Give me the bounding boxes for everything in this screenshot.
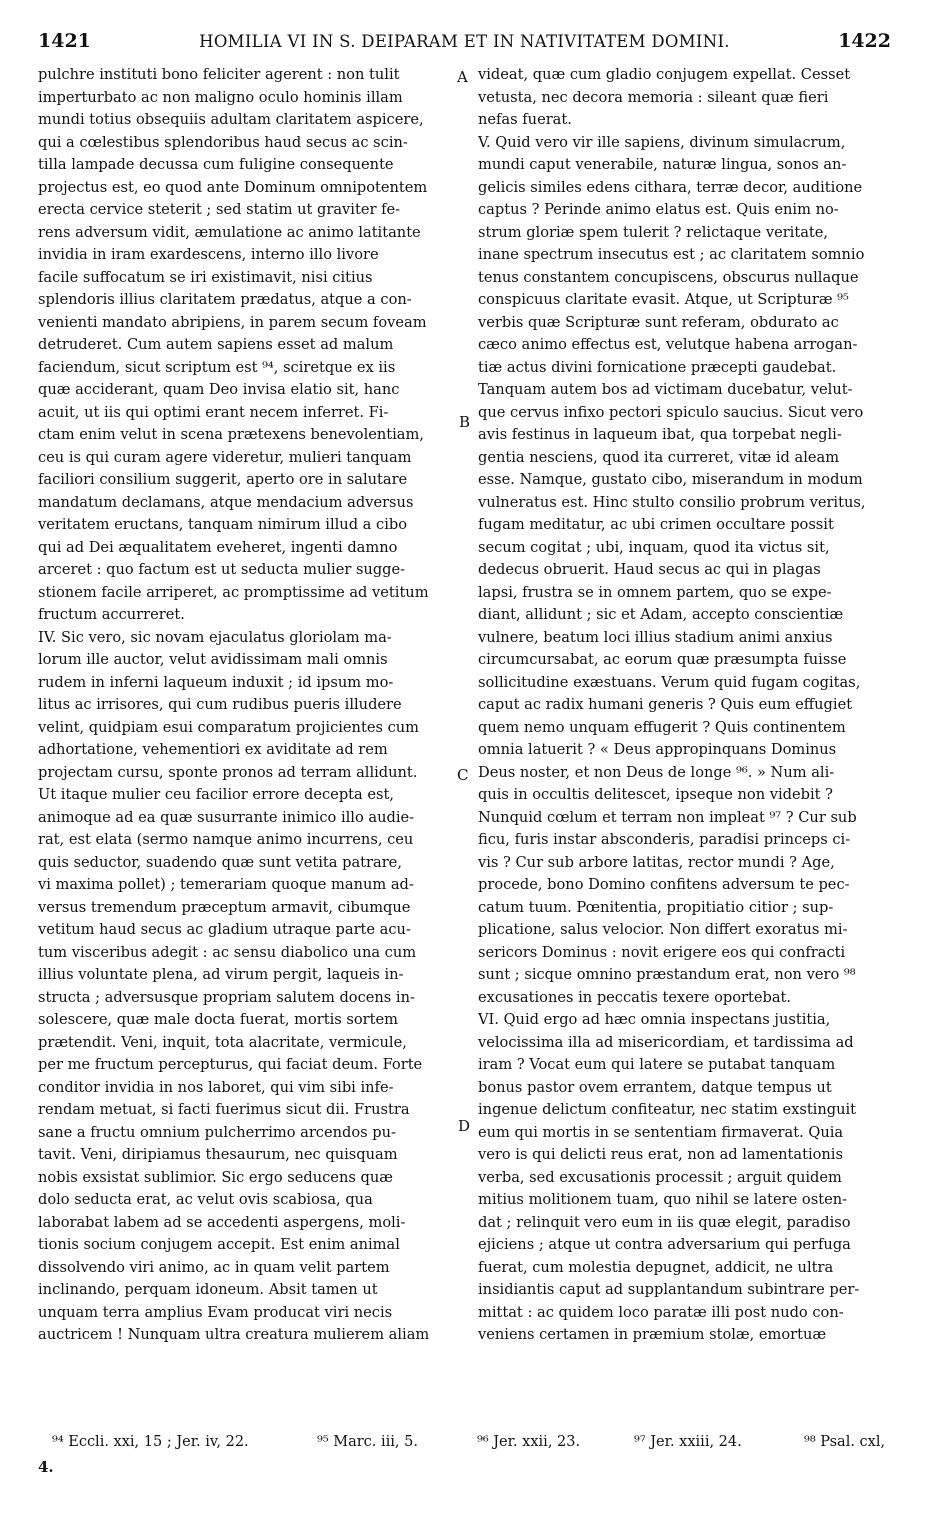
text-line: vulneratus est. Hinc stulto consilio probrum veritus, [478,493,866,511]
text-line: prætendit. Veni, inquit, tota alacritate, vermicule, [38,1033,407,1051]
footnote: ⁹⁴ Eccli. xxi, 15 ; Jer. iv, 22. [52,1434,249,1450]
text-line: adhortatione, vehementiori ex aviditate ad rem [38,741,388,758]
text-line: Deus noster, et non Deus de longe ⁹⁶. » Num ali- [478,763,835,781]
text-line: tavit. Veni, diripiamus thesaurum, nec quisquam [38,1146,398,1163]
text-line: videat, quæ cum gladio conjugem expellat. Cesset [478,66,851,83]
text-line: tum visceribus adegit : ac sensu diabolico una cum [38,943,417,961]
text-line: rudem in inferni laqueum induxit ; id ipsum mo- [38,673,394,691]
text-line: rens adversum vidit, æmulatione ac animo latitante [38,223,421,241]
text-line: vetusta, nec decora memoria : sileant quæ fieri [478,88,829,106]
text-line: captus ? Perinde animo elatus est. Quis enim no- [478,201,839,218]
text-line: pulchre instituti bono feliciter agerent : non tulit [38,66,400,83]
text-line: verbis quæ Scripturæ sunt referam, obdurato ac [478,313,839,331]
text-line: imperturbato ac non maligno oculo hominis illam [38,88,403,106]
text-line: verba, sed excusationis processit ; arguit quidem [478,1168,842,1186]
text-line: Ut itaque mulier ceu facilior errore decepta est, [38,786,394,803]
text-line: IV. Sic vero, sic novam ejaculatus gloriolam ma- [38,628,392,646]
text-line: velint, quidpiam esui comparatum projicientes cum [38,718,419,736]
text-line: excusationes in peccatis texere oportebat. [478,988,792,1006]
text-line: detruderet. Cum autem sapiens esset ad malum [38,336,394,353]
section-marker-c: C [457,766,469,784]
text-line: insidiantis caput ad supplantandum subintrare per- [478,1281,860,1298]
text-line: veniens certamen in præmium stolæ, emortuæ [478,1326,827,1343]
text-line: conditor invidia in nos laboret, qui vim sibi infe- [38,1078,394,1096]
text-line: procede, bono Domino confitens adversum te pec- [478,876,850,893]
text-line: mundi totius obsequiis adultam claritatem aspicere, [38,111,424,128]
text-line: acuit, ut iis qui optimi erant necem inferret. Fi- [38,403,389,421]
text-line: per me fructum percepturus, qui faciat deum. Forte [38,1056,423,1073]
text-line: gelicis similes edens cithara, terræ decor, auditione [478,178,863,196]
text-line: ctam enim velut in scena prætexens benevolentiam, [38,426,424,443]
footnote: ⁹⁸ Psal. cxl, [804,1434,886,1450]
text-line: unquam terra amplius Evam producat viri necis [38,1303,393,1321]
text-line: diant, allidunt ; sic et Adam, accepto conscientiæ [478,606,844,623]
text-line: litus ac irrisores, qui cum rudibus pueris illudere [38,696,402,713]
text-line: vi maxima pollet) ; temerariam quoque manum ad- [38,876,414,893]
text-line: omnia latuerit ? « Deus appropinquans Dominus [478,741,837,758]
right-column [478,64,892,1347]
text-line: laborabat labem ad se accedenti aspergens, moli- [38,1213,406,1231]
footnote: ⁹⁵ Marc. iii, 5. [317,1434,418,1450]
text-line: dolo seducta erat, ac velut ovis scabiosa, qua [38,1191,373,1208]
text-line: fuerat, cum molestia depugnet, addicit, ne ultra [478,1258,834,1276]
text-line: dissolvendo viri animo, ac in quam velit partem [38,1258,390,1276]
text-line: mitius molitionem tuam, quo nihil se latere osten- [478,1191,848,1208]
text-line: erecta cervice steterit ; sed statim ut graviter fe- [38,201,401,218]
text-line: caput ac radix humani generis ? Quis eum effugiet [478,696,853,713]
text-line: vulnere, beatum loci illius stadium animi anxius [478,628,833,646]
text-line: ficu, furis instar absconderis, paradisi princeps ci- [478,831,851,848]
text-line: V. Quid vero vir ille sapiens, divinum simulacrum, [478,133,846,151]
footnote: ⁹⁷ Jer. xxiii, 24. [634,1434,742,1450]
text-line: rat, est elata (sermo namque animo incurrens, ceu [38,831,414,848]
text-line: ceu is qui curam agere videretur, mulieri tanquam [38,448,412,466]
text-line: fugam meditatur, ac ubi crimen occultare possit [478,516,834,533]
text-line: projectam cursu, sponte pronos ad terram allidunt. [38,763,418,781]
text-line: plicatione, salus velocior. Non differt exoratus mi- [478,921,848,938]
text-line: qui a cœlestibus splendoribus haud secus ac scin- [38,133,408,151]
text-line: veritatem eructans, tanquam nimirum illud a cibo [38,516,407,533]
text-line: dedecus obruerit. Haud secus ac qui in plagas [478,561,821,578]
text-line: avis festinus in laqueum ibat, qua torpebat negli- [478,426,842,443]
text-line: illius voluntate plena, ad virum pergit, laqueis in- [38,966,404,983]
text-line: catum tuum. Pœnitentia, propitiatio citior ; sup- [478,898,834,916]
text-line: bonus pastor ovem errantem, datque tempus ut [478,1078,832,1096]
text-line: sollicitudine exæstuans. Verum quid fugam cogitas, [478,673,861,691]
section-marker-b: B [459,413,471,431]
text-line: nobis exsistat sublimior. Sic ergo seducens quæ [38,1168,393,1186]
text-line: cæco animo effectus est, velutque habena arrogan- [478,336,858,353]
text-line: fructum accurreret. [38,606,185,623]
text-line: sericors Dominus : novit erigere eos qui confracti [478,943,846,961]
text-line: venienti mandato abripiens, in parem secum foveam [38,313,427,331]
text-line: mundi caput venerabile, naturæ lingua, sonos an- [478,156,847,173]
text-line: lorum ille auctor, velut avidissimam mali omnis [38,651,388,668]
text-line: que cervus infixo pectori spiculo saucius. Sicut vero [478,403,864,421]
text-line: sunt ; sicque omnino præstandum erat, non vero ⁹⁸ [478,966,856,983]
text-line: auctricem ! Nunquam ultra creatura mulierem aliam [38,1326,430,1343]
text-line: esse. Namque, gustato cibo, miserandum in modum [478,471,863,488]
text-line: dat ; relinquit vero eum in iis quæ elegit, paradiso [478,1213,851,1231]
text-line: versus tremendum præceptum armavit, cibumque [38,898,411,916]
text-line: lapsi, frustra se in omnem partem, quo se expe- [478,583,832,601]
page-number-right: 1422 [838,30,891,52]
text-line: quem nemo unquam effugerit ? Quis continentem [478,718,846,736]
text-line: quis seductor, suadendo quæ sunt vetita patrare, [38,853,402,871]
text-line: faciliori consilium suggerit, aperto ore in salutare [38,471,408,488]
running-header [38,30,891,58]
text-line: quæ acciderant, quam Deo invisa elatio sit, hanc [38,381,400,398]
text-line: iram ? Vocat eum qui latere se putabat tanquam [478,1056,836,1073]
text-line: gentia nesciens, quod ita curreret, vitæ id aleam [478,448,840,466]
text-line: VI. Quid ergo ad hæc omnia inspectans justitia, [478,1011,831,1028]
text-line: circumcursabat, ac eorum quæ præsumpta fuisse [478,651,847,668]
text-line: eum qui mortis in se sententiam firmaverat. Quia [478,1123,844,1141]
text-line: inclinando, perquam idoneum. Absit tamen ut [38,1281,378,1298]
text-line: vero is qui delicti reus erat, non ad lamentationis [478,1146,843,1163]
text-line: vetitum haud secus ac gladium utraque parte acu- [38,921,411,938]
text-line: tiæ actus divini fornicatione præcepti gaudebat. [478,358,837,376]
footnotes [52,1434,893,1458]
text-line: solescere, quæ male docta fuerat, mortis sortem [38,1011,398,1028]
text-line: splendoris illius claritatem prædatus, atque a con- [38,291,412,308]
text-line: sane a fructu omnium pulcherrimo arcendos pu- [38,1123,396,1141]
text-line: stionem facile arriperet, ac promptissime ad vetitum [38,583,429,601]
page-number-left: 1421 [38,30,91,52]
text-line: Nunquid cœlum et terram non impleat ⁹⁷ ? Cur sub [478,808,857,826]
text-line: tenus constantem concupiscens, obscurus nullaque [478,268,859,286]
text-line: secum cogitat ; ubi, inquam, quod ita victus sit, [478,538,830,556]
text-line: ingenue delictum confiteatur, nec statim exstinguit [478,1101,857,1118]
running-title: HOMILIA VI IN S. DEIPARAM ET IN NATIVITATEM DOMINI. [199,32,730,51]
text-line: faciendum, sicut scriptum est ⁹⁴, sciretque ex iis [38,358,396,376]
section-marker-a: A [457,68,468,86]
text-line: projectus est, eo quod ante Dominum omnipotentem [38,178,428,196]
text-line: facile suffocatum se iri existimavit, nisi citius [38,268,373,286]
text-line: mandatum declamans, atque mendacium adversus [38,493,414,511]
text-line: vis ? Cur sub arbore latitas, rector mundi ? Age, [478,853,835,871]
text-line: rendam metuat, si facti fuerimus sicut dii. Frustra [38,1101,410,1118]
text-line: structa ; adversusque propriam salutem docens in- [38,988,415,1006]
text-line: conspicuus claritate evasit. Atque, ut Scripturæ ⁹⁵ [478,291,849,308]
text-line: animoque ad ea quæ susurrante inimico illo audie- [38,808,415,826]
text-line: arceret : quo factum est ut seducta mulier sugge- [38,561,406,578]
text-line: invidia in iram exardescens, interno illo livore [38,246,379,263]
text-line: tionis socium conjugem accepit. Est enim animal [38,1236,400,1253]
text-line: strum gloriæ spem tulerit ? relictaque veritate, [478,223,829,241]
text-line: Tanquam autem bos ad victimam ducebatur, velut- [478,381,853,398]
text-line: ejiciens ; atque ut contra adversarium qui perfuga [478,1236,851,1253]
text-line: mittat : ac quidem loco paratæ illi post nudo con- [478,1303,844,1321]
text-line: qui ad Dei æqualitatem eveheret, ingenti damno [38,538,398,556]
text-line: quis in occultis delitescet, ipseque non videbit ? [478,786,833,803]
signature-mark: 4. [38,1458,54,1476]
left-column [38,64,456,1347]
footnote: ⁹⁶ Jer. xxii, 23. [477,1434,581,1450]
section-marker-d: D [458,1117,471,1135]
text-line: velocissima illa ad misericordiam, et tardissima ad [478,1033,854,1051]
text-line: tilla lampade decussa cum fuligine consequente [38,156,394,173]
text-line: inane spectrum insecutus est ; ac claritatem somnio [478,246,865,263]
text-line: nefas fuerat. [478,111,572,128]
